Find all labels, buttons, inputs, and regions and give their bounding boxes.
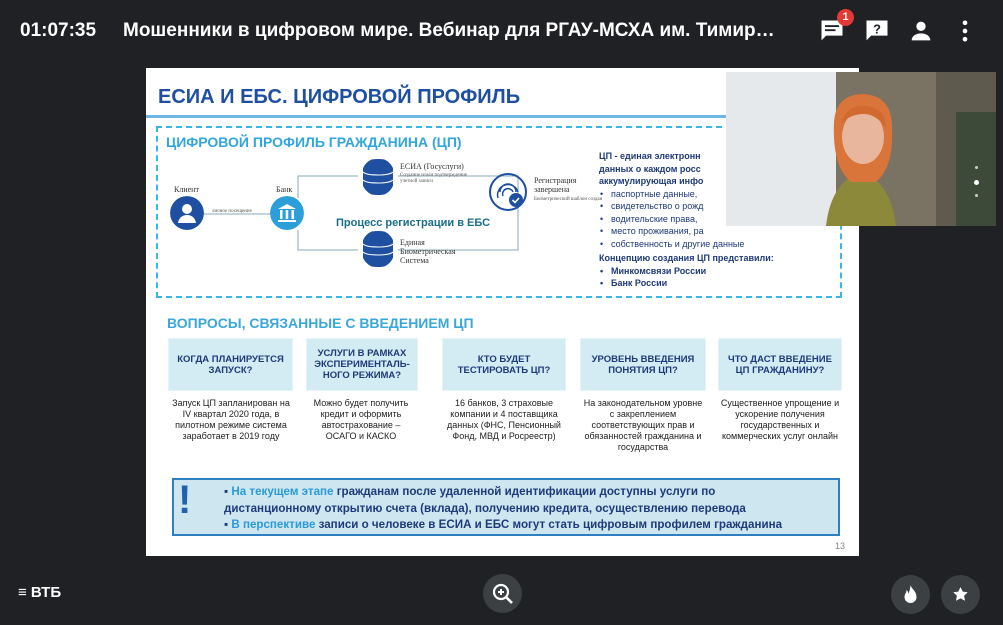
process-label: Процесс регистрации в ЕБС — [336, 217, 491, 229]
video-page-dot[interactable] — [974, 180, 979, 185]
question-answer: Можно будет получить кредит и оформить автострахование – ОСАГО и КАСКО — [313, 398, 409, 441]
question-card: УСЛУГИ В РАМКАХ ЭКСПЕРИМЕНТАЛЬ-НОГО РЕЖИМА? — [306, 338, 418, 391]
speaker-video-frame — [726, 72, 996, 226]
meeting-title: Мошенники в цифровом мире. Вебинар для РГАУ-МСХА им. Тимир… — [123, 20, 775, 41]
cp-item: • паспортные данные, — [599, 188, 774, 201]
zoom-in-icon — [483, 574, 522, 613]
top-bar — [0, 0, 1003, 62]
speaker-video[interactable] — [726, 72, 996, 226]
note-line-1: гражданам после удаленной идентификации доступны услуги по — [333, 485, 716, 498]
chat-badge: 1 — [837, 9, 854, 26]
question-answer: На законодательном уровне с закреплением соответствующих прав и обязанностей гражданина и государства — [583, 398, 703, 452]
note-line-2: дистанционному открытию счета (вклада), получению кредита, осуществлению перевода — [224, 501, 746, 515]
question-answer: Существенное упрощение и ускорение получения государственных и коммерческих услуг онлайн — [720, 398, 840, 441]
note-box — [172, 478, 840, 536]
esia-sublabel: Создание и/или подтверждение учетной записи — [400, 173, 468, 184]
cp-orgs — [599, 265, 774, 290]
fingerprint-icon — [488, 172, 528, 212]
logo-text: ВТБ — [30, 584, 62, 601]
video-page-dot[interactable] — [975, 166, 978, 169]
video-page-dot[interactable] — [975, 194, 978, 197]
client-label: Клиент — [174, 185, 199, 194]
question-card: КТО БУДЕТ ТЕСТИРОВАТЬ ЦП? — [442, 338, 566, 391]
cp-item: • место проживания, ра — [599, 225, 774, 238]
star-icon — [941, 575, 980, 614]
link-label: личное посещение — [212, 209, 252, 214]
reg-sublabel: Биометрический шаблон создан — [534, 197, 603, 202]
cp-concept: Концепцию создания ЦП представили: — [599, 253, 774, 263]
question-answer: 16 банков, 3 страховые компании и 4 поставщика данных (ФНС, Пенсионный Фонд, МВД и Росреестр) — [447, 398, 561, 441]
exclamation-icon: ! — [178, 478, 192, 522]
cp-intro-1: ЦП - единая электронн — [599, 151, 701, 161]
esia-label: ЕСИА (Госуслуги) — [400, 162, 464, 171]
note-current-stage: На текущем этапе — [231, 485, 334, 498]
elapsed-time: 01:07:35 — [20, 20, 97, 41]
cp-item: • собственность и другие данные — [599, 238, 774, 251]
participants-icon[interactable] — [907, 17, 935, 45]
bank-label: Банк — [276, 185, 293, 194]
bank-icon — [270, 196, 304, 230]
vtb-logo: ≡ ВТБ — [18, 584, 62, 601]
note-perspective: В перспективе — [231, 518, 316, 531]
question-card: УРОВЕНЬ ВВЕДЕНИЯ ПОНЯТИЯ ЦП? — [580, 338, 706, 391]
ebs-label: Единая Биометрическая Система — [400, 238, 456, 265]
qa-icon[interactable] — [863, 17, 891, 45]
client-icon — [170, 196, 204, 230]
profile-heading: ЦИФРОВОЙ ПРОФИЛЬ ГРАЖДАНИНА (ЦП) — [166, 134, 462, 150]
page-number: 13 — [834, 541, 845, 551]
reaction-fire-button[interactable] — [891, 575, 930, 614]
question-card: ЧТО ДАСТ ВВЕДЕНИЕ ЦП ГРАЖДАНИНУ? — [718, 338, 842, 391]
note-text: ▪ На текущем этапе гражданам после удаленной идентификации доступны услуги по дистанционному открытию счета (вклада), получению кредита, осуществлению перевода ▪ В перспективе записи о человеке в ЕСИА и ЕБС могут стать цифровым профилем гражданина — [224, 485, 783, 531]
cp-intro-2: данных о каждом росс — [599, 163, 701, 174]
esia-database-icon — [361, 158, 395, 196]
cp-item: • свидетельство о рожд — [599, 200, 774, 213]
reg-label: Регистрация завершена — [534, 176, 577, 194]
zoom-button[interactable] — [483, 574, 522, 613]
ebs-database-icon — [361, 230, 395, 268]
fire-icon — [891, 575, 930, 614]
favorite-button[interactable] — [941, 575, 980, 614]
questions-title: ВОПРОСЫ, СВЯЗАННЫЕ С ВВЕДЕНИЕМ ЦП — [167, 315, 474, 331]
cp-intro-3: аккумулирующая инфо — [599, 176, 704, 186]
slide-title: ЕСИА И ЕБС. ЦИФРОВОЙ ПРОФИЛЬ — [158, 86, 521, 108]
cp-item: • водительские права, — [599, 213, 774, 226]
question-answer: Запуск ЦП запланирован на IV квартал 2020 года, в пилотном режиме система заработает в 2019 году — [172, 398, 290, 441]
cp-org: • Минкомсвязи России — [599, 265, 774, 278]
more-options-icon[interactable] — [951, 17, 979, 45]
note-line-3: записи о человеке в ЕСИА и ЕБС могут стать цифровым профилем гражданина — [315, 518, 783, 531]
question-card: КОГДА ПЛАНИРУЕТСЯ ЗАПУСК? — [168, 338, 293, 391]
cp-org: • Банк России — [599, 277, 774, 290]
svg-text:?: ? — [873, 21, 881, 37]
